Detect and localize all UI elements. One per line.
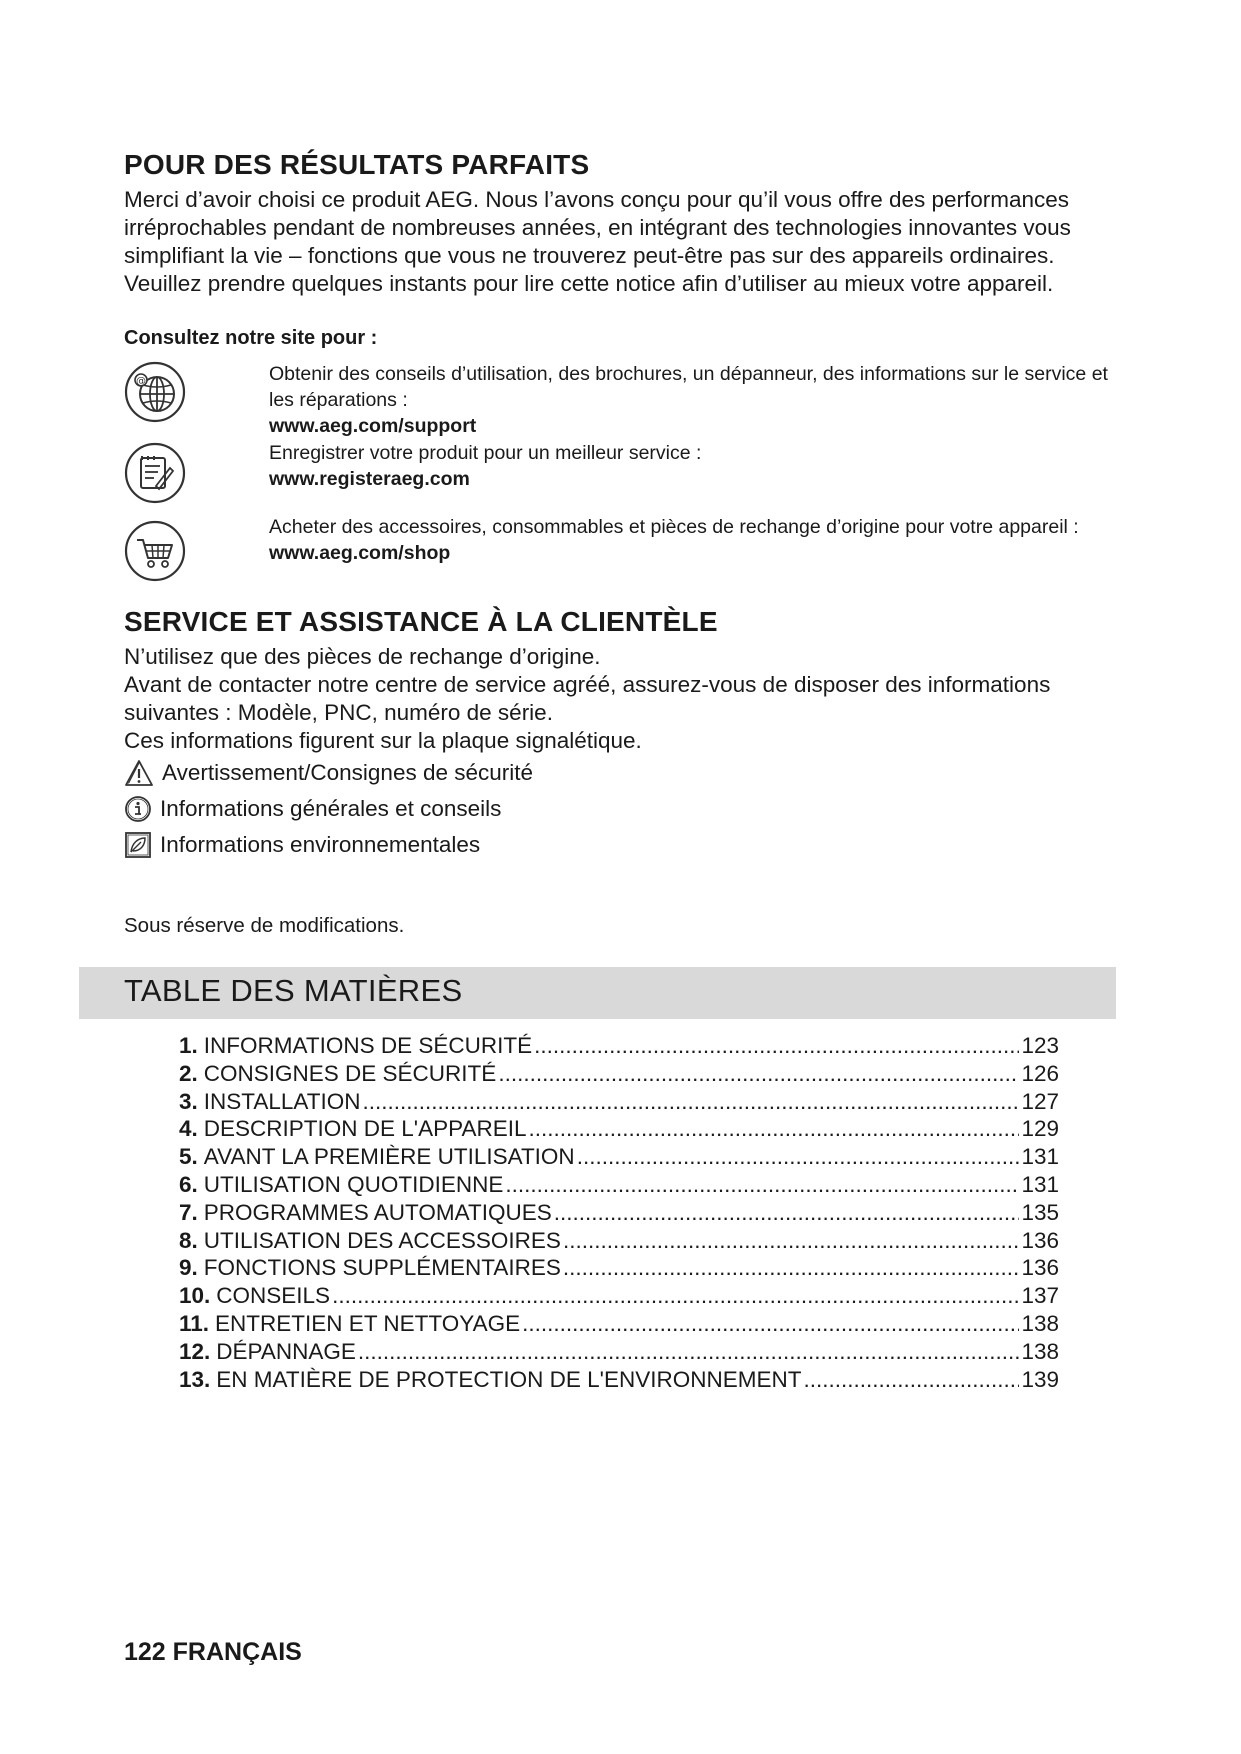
- toc-leader-dots: [528, 1115, 1019, 1143]
- toc-item-number: 2.: [179, 1060, 198, 1086]
- toc-leader-dots: [332, 1282, 1019, 1310]
- site-description: Acheter des accessoires, consommables et pièces de rechange d’origine pour votre appareil :: [269, 516, 1079, 538]
- toc-leader-dots: [534, 1032, 1019, 1060]
- toc-item[interactable]: [179, 1227, 1059, 1255]
- toc-item-title: INSTALLATION: [203, 1088, 361, 1114]
- toc-item-title: PROGRAMMES AUTOMATIQUES: [203, 1199, 552, 1225]
- service-paragraph: [124, 643, 1124, 755]
- toc-item-number: 4.: [179, 1116, 198, 1142]
- toc-item-page: 139: [1021, 1366, 1059, 1392]
- toc-item-number: 11.: [179, 1310, 210, 1336]
- toc-item-number: 7.: [179, 1199, 198, 1225]
- toc-item-page: 127: [1021, 1088, 1059, 1114]
- toc-list: [179, 1032, 1059, 1393]
- warning-triangle-icon: [124, 759, 154, 787]
- environment-leaf-icon: [124, 831, 152, 859]
- toc-leader-dots: [577, 1143, 1020, 1171]
- toc-item-number: 6.: [179, 1171, 198, 1197]
- toc-item-page: 138: [1021, 1310, 1059, 1336]
- toc-item-page: 131: [1021, 1144, 1059, 1170]
- toc-item-number: 1.: [179, 1033, 198, 1058]
- site-entry-shop: [269, 514, 1109, 566]
- legend-label: Avertissement/Consignes de sécurité: [162, 760, 534, 785]
- legend-item-environment: [124, 830, 480, 860]
- legend-item-info: [124, 794, 501, 824]
- toc-item[interactable]: [179, 1171, 1059, 1199]
- toc-item-page: 136: [1021, 1255, 1059, 1281]
- intro-heading: POUR DES RÉSULTATS PARFAITS: [124, 149, 590, 180]
- register-document-icon: [124, 442, 186, 504]
- site-url[interactable]: www.registeraeg.com: [269, 468, 470, 490]
- modification-note: Sous réserve de modifications.: [124, 914, 405, 937]
- toc-item-title: CONSIGNES DE SÉCURITÉ: [203, 1060, 497, 1086]
- toc-item-title: FONCTIONS SUPPLÉMENTAIRES: [203, 1255, 561, 1281]
- toc-leader-dots: [505, 1171, 1019, 1199]
- toc-item-page: 138: [1021, 1338, 1059, 1364]
- toc-item[interactable]: [179, 1199, 1059, 1227]
- toc-item[interactable]: [179, 1254, 1059, 1282]
- toc-item[interactable]: [179, 1366, 1059, 1394]
- toc-item[interactable]: [179, 1115, 1059, 1143]
- toc-title: TABLE DES MATIÈRES: [124, 973, 463, 1008]
- site-url[interactable]: www.aeg.com/shop: [269, 542, 451, 564]
- shopping-cart-icon: [124, 520, 186, 582]
- toc-item[interactable]: [179, 1143, 1059, 1171]
- toc-item[interactable]: [179, 1032, 1059, 1060]
- toc-item-title: UTILISATION QUOTIDIENNE: [203, 1171, 504, 1197]
- toc-item-page: 131: [1021, 1171, 1059, 1197]
- toc-item-number: 5.: [179, 1144, 198, 1170]
- toc-item-title: DÉPANNAGE: [216, 1338, 356, 1364]
- toc-item-title: ENTRETIEN ET NETTOYAGE: [215, 1310, 521, 1336]
- service-line: Ces informations figurent sur la plaque signalétique.: [124, 728, 642, 753]
- toc-leader-dots: [498, 1060, 1019, 1088]
- toc-leader-dots: [563, 1227, 1020, 1255]
- toc-leader-dots: [554, 1199, 1020, 1227]
- toc-item[interactable]: [179, 1338, 1059, 1366]
- toc-item-number: 12.: [179, 1338, 211, 1364]
- toc-item-title: CONSEILS: [216, 1283, 331, 1309]
- toc-leader-dots: [358, 1338, 1020, 1366]
- toc-item[interactable]: [179, 1310, 1059, 1338]
- intro-text: Merci d’avoir choisi ce produit AEG. Nous l’avons conçu pour qu’il vous offre des performances irréprochables pendant de nombreuses années, en intégrant des technologies innovantes vous simplifiant la vie – fonctions que vous ne trouverez peut-être pas sur des appareils ordinaires. Veuillez prendre quelques instants pour lire cette notice afin d’utiliser au mieux votre appareil.: [124, 187, 1071, 296]
- toc-item-page: 123: [1021, 1033, 1059, 1058]
- site-url[interactable]: www.aeg.com/support: [269, 415, 477, 437]
- legend-label: Informations environnementales: [160, 832, 481, 857]
- service-line: N’utilisez que des pièces de rechange d’origine.: [124, 644, 601, 669]
- toc-item-title: DESCRIPTION DE L'APPAREIL: [203, 1116, 527, 1142]
- toc-item[interactable]: [179, 1282, 1059, 1310]
- site-description: Obtenir des conseils d’utilisation, des brochures, un dépanneur, des informations sur le service et les réparations :: [269, 363, 1108, 411]
- page-footer: 122 FRANÇAIS: [124, 1638, 302, 1666]
- toc-leader-dots: [362, 1088, 1019, 1116]
- info-icon: [124, 795, 152, 823]
- toc-item-number: 8.: [179, 1227, 198, 1253]
- intro-paragraph: [124, 186, 1124, 298]
- toc-item-page: 136: [1021, 1227, 1059, 1253]
- site-entry-register: [269, 440, 1109, 492]
- toc-item-title: EN MATIÈRE DE PROTECTION DE L'ENVIRONNEMENT: [216, 1366, 802, 1392]
- toc-item-page: 129: [1021, 1116, 1059, 1142]
- toc-header-bar: [79, 967, 1116, 1019]
- toc-item-page: 135: [1021, 1199, 1059, 1225]
- site-entry-support: [269, 361, 1109, 439]
- legend-item-warning: [124, 758, 533, 788]
- toc-item-page: 137: [1021, 1283, 1059, 1309]
- service-line: Avant de contacter notre centre de service agréé, assurez-vous de disposer des informations suivantes : Modèle, PNC, numéro de série.: [124, 672, 1051, 725]
- toc-item-number: 3.: [179, 1088, 198, 1114]
- svg-text:@: @: [136, 376, 146, 387]
- globe-icon: [124, 361, 186, 423]
- toc-item-title: AVANT LA PREMIÈRE UTILISATION: [203, 1144, 575, 1170]
- consult-label: Consultez notre site pour :: [124, 327, 378, 349]
- toc-item-page: 126: [1021, 1060, 1059, 1086]
- toc-leader-dots: [803, 1366, 1019, 1394]
- toc-item-title: INFORMATIONS DE SÉCURITÉ: [203, 1033, 533, 1058]
- service-heading: SERVICE ET ASSISTANCE À LA CLIENTÈLE: [124, 606, 718, 637]
- site-description: Enregistrer votre produit pour un meilleur service :: [269, 442, 702, 464]
- toc-leader-dots: [522, 1310, 1019, 1338]
- toc-item-title: UTILISATION DES ACCESSOIRES: [203, 1227, 561, 1253]
- toc-item[interactable]: [179, 1088, 1059, 1116]
- toc-item-number: 9.: [179, 1255, 198, 1281]
- toc-leader-dots: [563, 1254, 1020, 1282]
- legend-label: Informations générales et conseils: [160, 796, 502, 821]
- toc-item-number: 10.: [179, 1283, 211, 1309]
- toc-item-number: 13.: [179, 1366, 211, 1392]
- toc-item[interactable]: [179, 1060, 1059, 1088]
